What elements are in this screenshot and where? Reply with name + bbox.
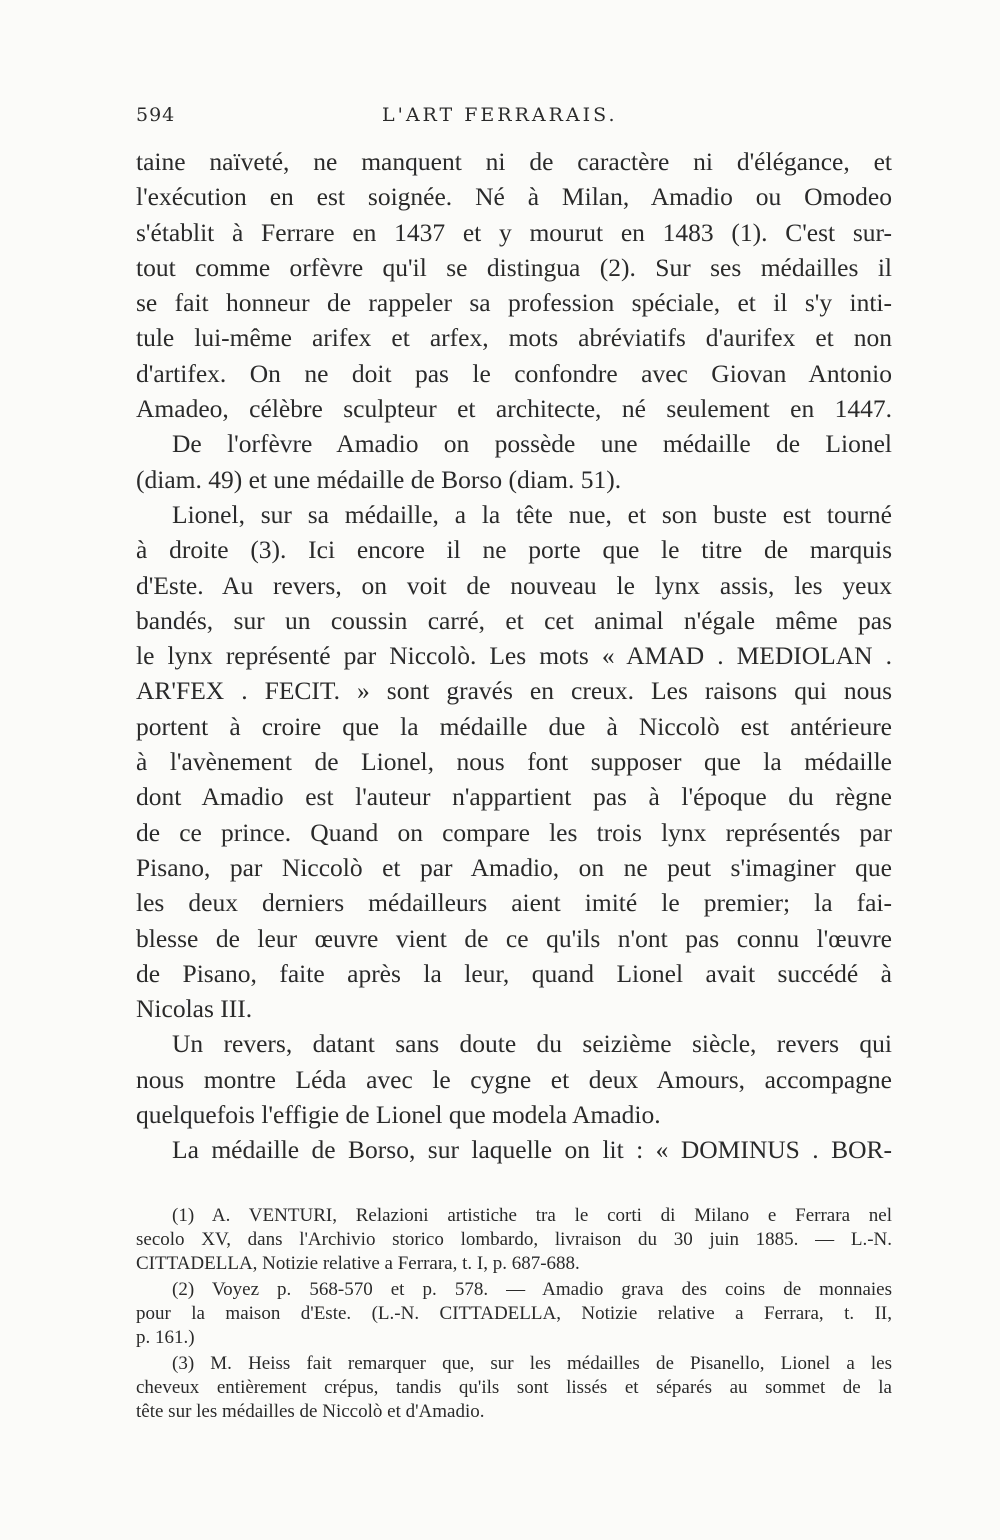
paragraph: [136, 1132, 892, 1167]
text-line: (diam. 49) et une médaille de Borso (diam. 51).: [136, 464, 622, 494]
text-line: La médaille de Borso, sur laquelle on lit : « DOMINUS . BOR-: [172, 1135, 892, 1165]
footnote-2: [136, 1278, 892, 1350]
text-line: à droite (3). Ici encore il ne porte que le titre de marquis: [136, 535, 892, 565]
footnote-line: CITTADELLA, Notizie relative a Ferrara, t. I, p. 687-688.: [136, 1253, 580, 1274]
paragraph: [136, 144, 892, 426]
footnote-line: (2) Voyez p. 568-570 et p. 578. — Amadio grava des coins de monnaies: [172, 1279, 892, 1300]
running-title: L'ART FERRARAIS.: [382, 104, 618, 126]
footnote-line: p. 161.): [136, 1327, 195, 1348]
footnote-line: secolo XV, dans l'Archivio storico lombardo, livraison du 30 juin 1885. — L.-N.: [136, 1229, 892, 1250]
paragraph: [136, 1026, 892, 1132]
text-line: quelquefois l'effigie de Lionel que modela Amadio.: [136, 1100, 661, 1130]
text-line: dont Amadio est l'auteur n'appartient pas à l'époque du règne: [136, 782, 892, 812]
text-line: nous montre Léda avec le cygne et deux Amours, accompagne: [136, 1064, 892, 1094]
text-line: les deux derniers médailleurs aient imité le premier; la fai-: [136, 888, 892, 918]
text-line: blesse de leur œuvre vient de ce qu'ils n'ont pas connu l'œuvre: [136, 923, 892, 953]
footnote-line: pour la maison d'Este. (L.-N. CITTADELLA, Notizie relative a Ferrara, t. II,: [136, 1303, 892, 1324]
book-page: [136, 98, 892, 1498]
text-line: à l'avènement de Lionel, nous font supposer que la médaille: [136, 747, 892, 777]
text-line: Pisano, par Niccolò et par Amadio, on ne peut s'imaginer que: [136, 852, 892, 882]
text-line: l'exécution en est soignée. Né à Milan, Amadio ou Omodeo: [136, 182, 892, 212]
text-line: d'artifex. On ne doit pas le confondre avec Giovan Antonio: [136, 358, 892, 388]
footnote-line: cheveux entièrement crépus, tandis qu'ils sont lissés et séparés au sommet de la: [136, 1377, 892, 1398]
text-line: AR'FEX . FECIT. » sont gravés en creux. Les raisons qui nous: [136, 676, 892, 706]
text-line: de Pisano, faite après la leur, quand Lionel avait succédé à: [136, 958, 892, 988]
body-text: [136, 144, 892, 1168]
paragraph: [136, 426, 892, 497]
text-line: Lionel, sur sa médaille, a la tête nue, et son buste est tourné: [172, 499, 892, 529]
text-line: d'Este. Au revers, on voit de nouveau le lynx assis, les yeux: [136, 570, 892, 600]
text-line: de ce prince. Quand on compare les trois lynx représentés par: [136, 817, 892, 847]
text-line: Un revers, datant sans doute du seizième siècle, revers qui: [172, 1029, 892, 1059]
footnote-1: [136, 1204, 892, 1276]
paragraph: [136, 497, 892, 1026]
footnote-line: tête sur les médailles de Niccolò et d'Amadio.: [136, 1401, 485, 1422]
footnote-3: [136, 1352, 892, 1424]
page-number: 594: [136, 104, 176, 126]
footnote-line: (1) A. VENTURI, Relazioni artistiche tra le corti di Milano e Ferrara nel: [172, 1205, 892, 1226]
text-line: portent à croire que la médaille due à Niccolò est antérieure: [136, 711, 892, 741]
footnote-line: (3) M. Heiss fait remarquer que, sur les médailles de Pisanello, Lionel a les: [172, 1353, 892, 1374]
text-line: se fait honneur de rappeler sa profession spéciale, et il s'y inti-: [136, 288, 892, 318]
text-line: taine naïveté, ne manquent ni de caractère ni d'élégance, et: [136, 147, 892, 176]
text-line: s'établit à Ferrare en 1437 et y mourut en 1483 (1). C'est sur-: [136, 217, 892, 247]
text-line: Amadeo, célèbre sculpteur et architecte, né seulement en 1447.: [136, 394, 892, 424]
text-line: tule lui-même arifex et arfex, mots abréviatifs d'aurifex et non: [136, 323, 892, 353]
page-header: [136, 98, 892, 138]
text-line: bandés, sur un coussin carré, et cet animal n'égale même pas: [136, 605, 892, 635]
text-line: le lynx représenté par Niccolò. Les mots « AMAD . MEDIOLAN .: [136, 641, 892, 671]
text-line: tout comme orfèvre qu'il se distingua (2). Sur ses médailles il: [136, 252, 892, 282]
text-line: De l'orfèvre Amadio on possède une médaille de Lionel: [172, 429, 892, 459]
text-line: Nicolas III.: [136, 994, 253, 1024]
footnotes: [136, 1204, 892, 1426]
